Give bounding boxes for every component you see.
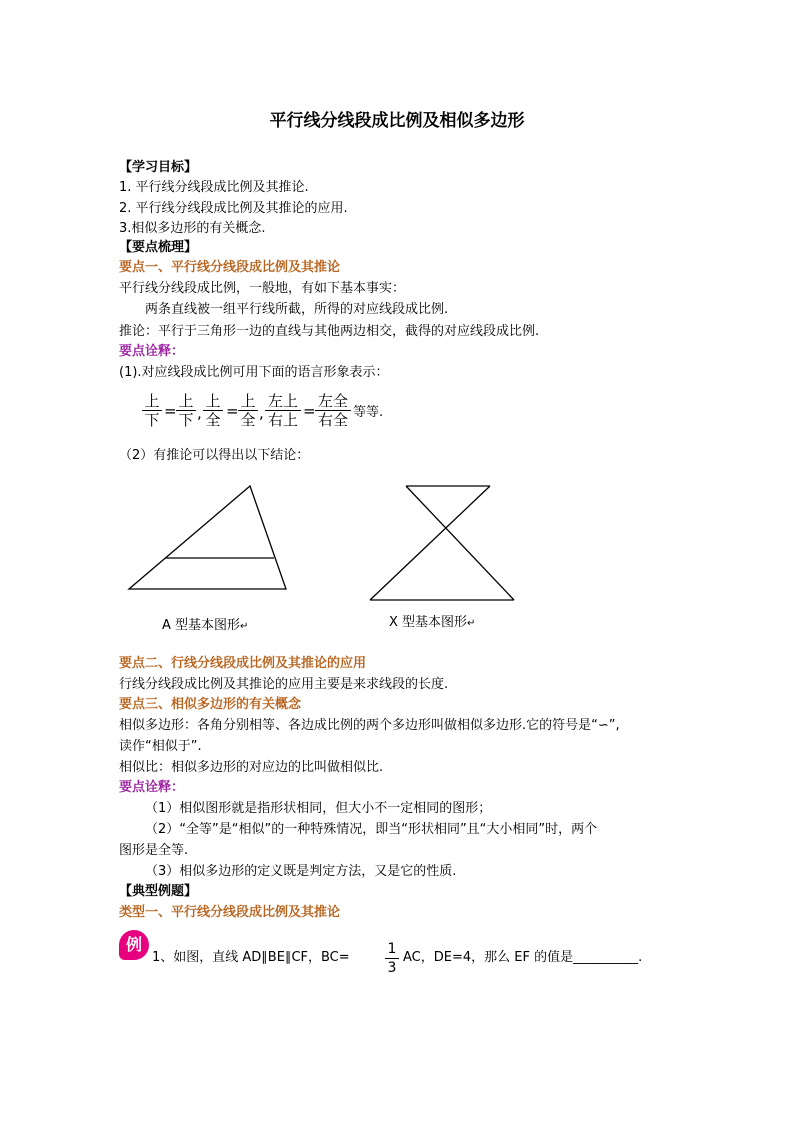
examples-header: 【典型例题】: [119, 884, 198, 899]
fraction-6-den: 右全: [317, 411, 348, 429]
question1-fraction-den: 3: [387, 960, 397, 976]
point2-line1: 行线分线段成比例及其推论的应用主要是来求线段的长度.: [119, 677, 449, 692]
formula-tail: 等等.: [353, 405, 384, 420]
fraction-4-den: 全: [240, 411, 256, 429]
note2-line4: （3）相似多边形的定义既是判定方法，又是它的性质.: [145, 864, 457, 879]
a-type-caption-text: A 型基本图形: [162, 618, 241, 633]
fraction-3-num: 上: [203, 392, 223, 411]
return-mark-icon: ↵: [467, 618, 476, 629]
equals-sign-3: =: [303, 402, 316, 420]
note2-line3: 图形是全等.: [119, 843, 189, 858]
goal-item-2: 2. 平行线分线段成比例及其推论的应用.: [119, 201, 348, 216]
fraction-3-den: 全: [205, 411, 221, 429]
question1-suffix: AC，DE=4，那么 EF 的值是__________.: [403, 950, 643, 965]
note2-line1: （1）相似图形就是指形状相同，但大小不一定相同的图形；: [145, 801, 492, 816]
fraction-6-num: 左全: [315, 392, 351, 411]
point1-line3: 推论：平行于三角形一边的直线与其他两边相交，截得的对应线段成比例.: [119, 324, 540, 339]
x-type-caption-text: X 型基本图形: [389, 615, 468, 630]
fraction-2-num: 上: [176, 392, 196, 411]
note2-heading: 要点诠释：: [119, 780, 185, 795]
point1-heading: 要点一、平行线分线段成比例及其推论: [119, 260, 341, 275]
key-points-header: 【要点梳理】: [119, 240, 198, 255]
comma-2: ,: [259, 404, 264, 422]
example-type1-heading: 类型一、平行线分线段成比例及其推论: [119, 905, 341, 920]
question1-fraction-num: 1: [385, 940, 399, 959]
x-type-figure: [370, 486, 514, 600]
a-type-figure: [129, 486, 286, 589]
page-title: 平行线分线段成比例及相似多边形: [269, 111, 525, 131]
point1-line1: 平行线分线段成比例，一般地，有如下基本事实：: [119, 281, 406, 296]
x-type-diagonal-1: [406, 486, 514, 600]
fraction-2-den: 下: [178, 411, 194, 429]
fraction-1-num: 上: [142, 392, 162, 411]
note1-line1: (1).对应线段成比例可用下面的语言形象表示：: [119, 365, 389, 380]
point3-line2: 读作“相似于”.: [119, 739, 202, 754]
a-type-caption: [162, 617, 248, 636]
fraction-1-den: 下: [144, 411, 160, 429]
question1-prefix: 1、如图，直线 AD∥BE∥CF，BC=: [152, 950, 350, 965]
goal-item-1: 1. 平行线分线段成比例及其推论.: [119, 180, 309, 195]
x-type-diagonal-2: [370, 486, 490, 600]
point3-line3: 相似比：相似多边形的对应边的比叫做相似比.: [119, 760, 384, 775]
x-type-caption: [389, 614, 475, 633]
point2-heading: 要点二、行线分线段成比例及其推论的应用: [119, 656, 367, 671]
point3-line1: 相似多边形：各角分别相等、各边成比例的两个多边形叫做相似多边形.它的符号是“∽”,: [119, 718, 620, 733]
point1-line2: 两条直线被一组平行线所截，所得的对应线段成比例.: [145, 302, 449, 317]
goal-item-3: 3.相似多边形的有关概念.: [119, 221, 266, 236]
fraction-5-num: 左上: [265, 392, 301, 411]
fraction-5-den: 右上: [267, 411, 298, 429]
a-type-triangle: [129, 486, 286, 589]
note1-line2: （2）有推论可以得出以下结论：: [119, 448, 310, 463]
example-badge-icon: 例: [119, 930, 149, 960]
note1-heading: 要点诠释：: [119, 344, 185, 359]
comma-1: ,: [197, 404, 202, 422]
point3-heading: 要点三、相似多边形的有关概念: [119, 697, 302, 712]
fraction-4-num: 上: [238, 392, 258, 411]
return-mark-icon: ↵: [240, 621, 249, 632]
learning-goals-header: 【学习目标】: [119, 160, 198, 175]
equals-sign-1: =: [164, 402, 177, 420]
equals-sign-2: =: [226, 402, 239, 420]
note2-line2: （2）“全等”是“相似”的一种特殊情况，即当“形状相同”且“大小相同”时，两个: [145, 822, 598, 837]
question1-fraction: [385, 940, 399, 977]
